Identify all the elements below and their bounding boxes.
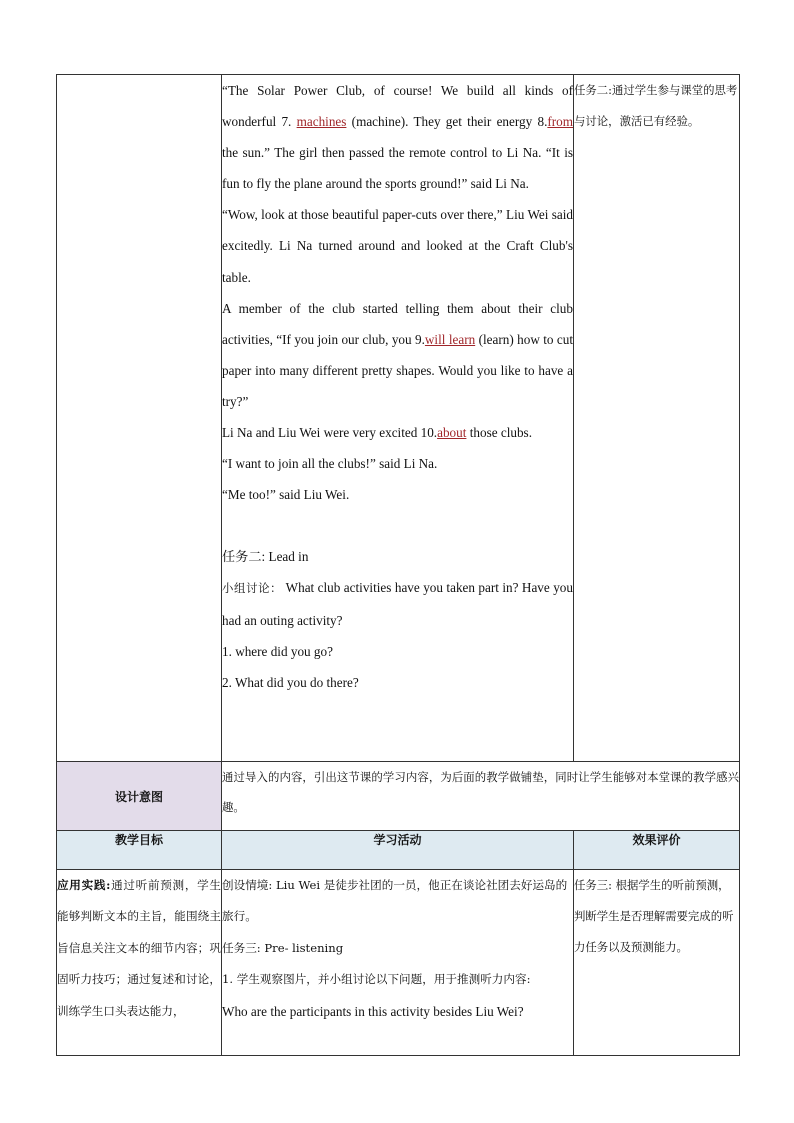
activity-context: 创设情境: Liu Wei 是徒步社团的一员，他正在谈论社团去好运岛的旅行。 — [222, 878, 568, 924]
header-objectives: 教学目标 — [57, 831, 222, 870]
task3-evaluation-cell — [574, 870, 740, 1056]
story-paragraph-3: A member of the club started telling them about their club activities, “If you join our club, you 9.will learn (learn) how to cut paper into many different pretty shapes. Would you like to have a try?” — [222, 300, 574, 409]
task2-question-2: 2. What did you do there? — [222, 674, 359, 690]
design-row — [57, 762, 740, 831]
header-row — [57, 831, 740, 870]
story-row — [57, 75, 740, 762]
activity-step-1: 1. 学生观察图片，并小组讨论以下问题，用于推测听力内容: — [222, 972, 531, 987]
task2-evaluation-cell — [574, 75, 740, 762]
task2-title: 任务二: Lead in — [222, 549, 309, 565]
header-evaluation: 效果评价 — [574, 831, 740, 870]
objective-text: 应用实践:通过听前预测，学生能够判断文本的主旨，能围绕主旨信息关注文本的细节内容；巩固听力技巧；通过复述和讨论，训练学生口头表达能力， — [57, 878, 221, 1018]
story-paragraph-4: Li Na and Liu Wei were very excited 10.about those clubs. — [222, 425, 532, 441]
task2-evaluation: 任务二:通过学生参与课堂的思考与讨论，激活已有经验。 — [574, 83, 738, 128]
activity-task3-title: 任务三: Pre- listening — [222, 940, 344, 955]
lesson-plan-table — [56, 74, 740, 1056]
task3-evaluation: 任务三: 根据学生的听前预测，判断学生是否理解需要完成的听力任务以及预测能力。 — [574, 878, 734, 954]
story-cell — [222, 75, 574, 762]
activity-cell — [222, 870, 574, 1056]
story-paragraph-5: “I want to join all the clubs!” said Li Na. — [222, 456, 438, 472]
objective-cell — [57, 870, 222, 1056]
story-paragraph-2: “Wow, look at those beautiful paper-cuts over there,” Liu Wei said excitedly. Li Na turned around and looked at the Craft Club's table. — [222, 207, 573, 285]
activity-question: Who are the participants in this activity besides Liu Wei? — [222, 1003, 524, 1019]
answer-7: machines — [296, 114, 347, 130]
empty-objective-cell — [57, 75, 222, 762]
story-paragraph-1: “The Solar Power Club, of course! We build all kinds of wonderful 7. machines (machine). They get their energy 8.from the sun.” The girl then passed the remote control to Li Na. “It is fun to fly the plane around the sports ground!” said Li Na. — [222, 83, 574, 192]
task3-row — [57, 870, 740, 1056]
story-paragraph-6: “Me too!” said Liu Wei. — [222, 487, 350, 503]
design-label: 设计意图 — [57, 762, 222, 831]
answer-10: about — [437, 425, 467, 441]
answer-9: will learn — [424, 331, 476, 347]
task2-question-1: 1. where did you go? — [222, 643, 333, 659]
design-text: 通过导入的内容，引出这节课的学习内容，为后面的教学做铺垫，同时让学生能够对本堂课的教学感兴趣。 — [222, 770, 739, 814]
answer-8: from — [547, 114, 574, 130]
design-text-cell — [222, 762, 740, 831]
task2-discussion: 小组讨论： What club activities have you taken part in? Have you had an outing activity? — [222, 580, 573, 628]
header-activities: 学习活动 — [222, 831, 574, 870]
